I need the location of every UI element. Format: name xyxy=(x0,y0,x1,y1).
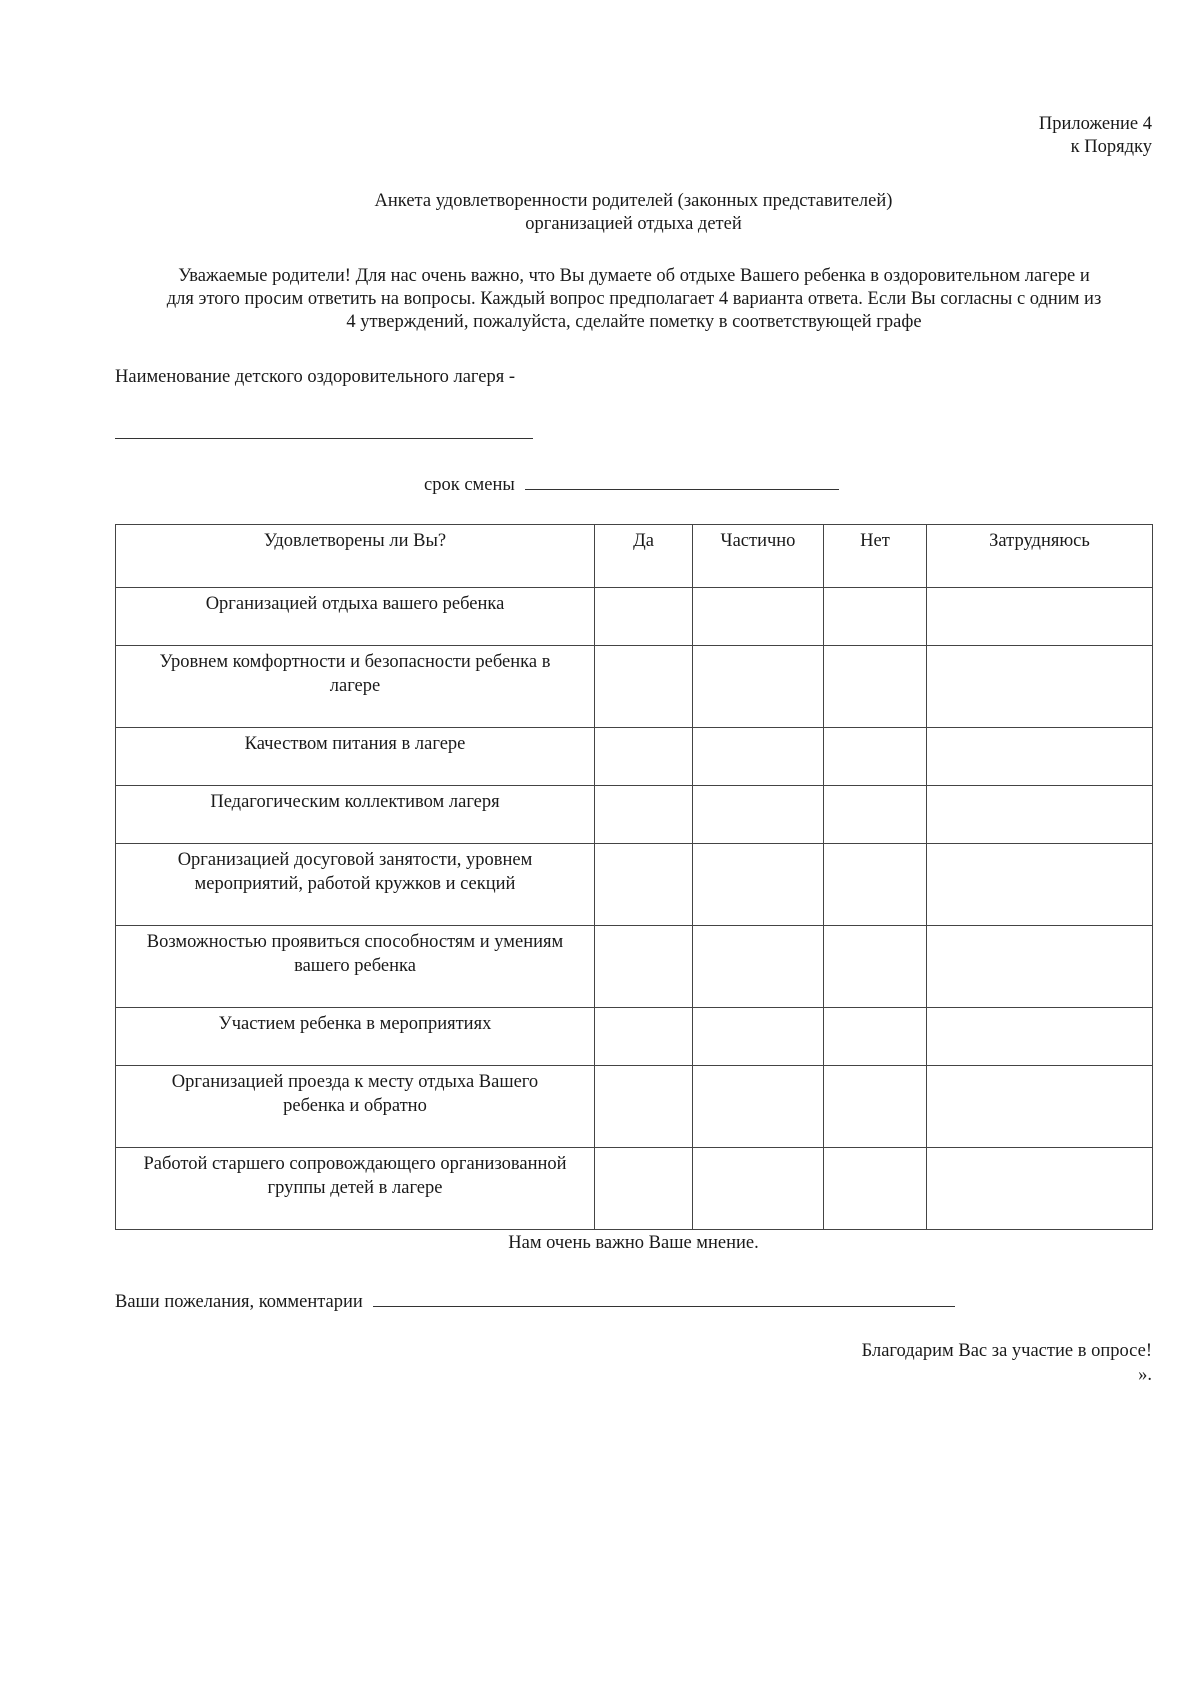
answer-no-cell[interactable] xyxy=(824,786,927,844)
answer-hard-to-say-cell[interactable] xyxy=(927,1008,1153,1066)
title-line-2: организацией отдыха детей xyxy=(525,214,742,234)
answer-yes-cell[interactable] xyxy=(595,926,693,1008)
question-cell: Организацией отдыха вашего ребенка xyxy=(116,588,595,646)
header-yes: Да xyxy=(595,525,693,588)
table-row xyxy=(116,1008,1153,1066)
table-row xyxy=(116,646,1153,728)
answer-hard-to-say-cell[interactable] xyxy=(927,926,1153,1008)
question-cell: Участием ребенка в мероприятиях xyxy=(116,1008,595,1066)
answer-hard-to-say-cell[interactable] xyxy=(927,1148,1153,1230)
wishes-field xyxy=(115,1288,955,1314)
header-question: Удовлетворены ли Вы? xyxy=(116,525,595,588)
answer-no-cell[interactable] xyxy=(824,728,927,786)
answer-no-cell[interactable] xyxy=(824,646,927,728)
table-row xyxy=(116,588,1153,646)
title-line-1: Анкета удовлетворенности родителей (законных представителей) xyxy=(374,191,893,211)
answer-partially-cell[interactable] xyxy=(693,646,824,728)
answer-partially-cell[interactable] xyxy=(693,786,824,844)
header-partially: Частично xyxy=(693,525,824,588)
answer-partially-cell[interactable] xyxy=(693,844,824,926)
wishes-label: Ваши пожелания, комментарии xyxy=(115,1292,363,1312)
intro-line-3: 4 утверждений, пожалуйста, сделайте пометку в соответствующей графе xyxy=(346,312,922,332)
answer-hard-to-say-cell[interactable] xyxy=(927,786,1153,844)
header-no: Нет xyxy=(824,525,927,588)
closing-quote: ». xyxy=(1138,1365,1152,1385)
question-cell: Возможностью проявиться способностям и умениям вашего ребенка xyxy=(116,926,595,1008)
header-hard-to-say: Затрудняюсь xyxy=(927,525,1153,588)
answer-partially-cell[interactable] xyxy=(693,926,824,1008)
camp-name-label: Наименование детского оздоровительного лагеря - xyxy=(115,367,516,387)
answer-partially-cell[interactable] xyxy=(693,1008,824,1066)
shift-blank[interactable] xyxy=(525,471,839,490)
answer-no-cell[interactable] xyxy=(824,844,927,926)
table-row xyxy=(116,1148,1153,1230)
answer-hard-to-say-cell[interactable] xyxy=(927,646,1153,728)
answer-no-cell[interactable] xyxy=(824,1066,927,1148)
table-header-row xyxy=(116,525,1153,588)
answer-partially-cell[interactable] xyxy=(693,1066,824,1148)
answer-yes-cell[interactable] xyxy=(595,786,693,844)
answer-no-cell[interactable] xyxy=(824,926,927,1008)
wishes-blank[interactable] xyxy=(373,1288,955,1307)
answer-hard-to-say-cell[interactable] xyxy=(927,588,1153,646)
answer-no-cell[interactable] xyxy=(824,1008,927,1066)
opinion-note: Нам очень важно Ваше мнение. xyxy=(508,1233,759,1253)
appendix-number: Приложение 4 xyxy=(1038,114,1152,134)
answer-yes-cell[interactable] xyxy=(595,844,693,926)
question-cell: Организацией досуговой занятости, уровнем мероприятий, работой кружков и секций xyxy=(116,844,595,926)
answer-yes-cell[interactable] xyxy=(595,1008,693,1066)
shift-field xyxy=(424,471,839,497)
answer-yes-cell[interactable] xyxy=(595,646,693,728)
table-row xyxy=(116,844,1153,926)
answer-hard-to-say-cell[interactable] xyxy=(927,1066,1153,1148)
answer-yes-cell[interactable] xyxy=(595,1148,693,1230)
table-row xyxy=(116,728,1153,786)
answer-partially-cell[interactable] xyxy=(693,1148,824,1230)
question-cell: Работой старшего сопровождающего организованной группы детей в лагере xyxy=(116,1148,595,1230)
answer-hard-to-say-cell[interactable] xyxy=(927,728,1153,786)
answer-no-cell[interactable] xyxy=(824,588,927,646)
intro-paragraph xyxy=(110,265,1158,334)
camp-name-blank[interactable] xyxy=(115,438,533,439)
table-row xyxy=(116,786,1153,844)
question-cell: Педагогическим коллективом лагеря xyxy=(116,786,595,844)
appendix-reference xyxy=(1039,113,1152,159)
question-cell: Качеством питания в лагере xyxy=(116,728,595,786)
table-row xyxy=(116,926,1153,1008)
answer-yes-cell[interactable] xyxy=(595,588,693,646)
answer-hard-to-say-cell[interactable] xyxy=(927,844,1153,926)
answer-partially-cell[interactable] xyxy=(693,728,824,786)
question-cell: Уровнем комфортности и безопасности ребенка в лагере xyxy=(116,646,595,728)
document-title xyxy=(0,190,1200,236)
table-row xyxy=(116,1066,1153,1148)
answer-no-cell[interactable] xyxy=(824,1148,927,1230)
answer-partially-cell[interactable] xyxy=(693,588,824,646)
thanks-text: Благодарим Вас за участие в опросе! xyxy=(861,1341,1152,1361)
answer-yes-cell[interactable] xyxy=(595,728,693,786)
intro-line-2: для этого просим ответить на вопросы. Каждый вопрос предполагает 4 варианта ответа. Если Вы согласны с одним из xyxy=(166,289,1102,309)
question-cell: Организацией проезда к месту отдыха Вашего ребенка и обратно xyxy=(116,1066,595,1148)
shift-label: срок смены xyxy=(424,475,515,495)
answer-yes-cell[interactable] xyxy=(595,1066,693,1148)
intro-line-1: Уважаемые родители! Для нас очень важно, что Вы думаете об отдыхе Вашего ребенка в оздоровительном лагере и xyxy=(178,266,1090,286)
satisfaction-table xyxy=(115,524,1153,1230)
appendix-order: к Порядку xyxy=(1070,137,1152,157)
